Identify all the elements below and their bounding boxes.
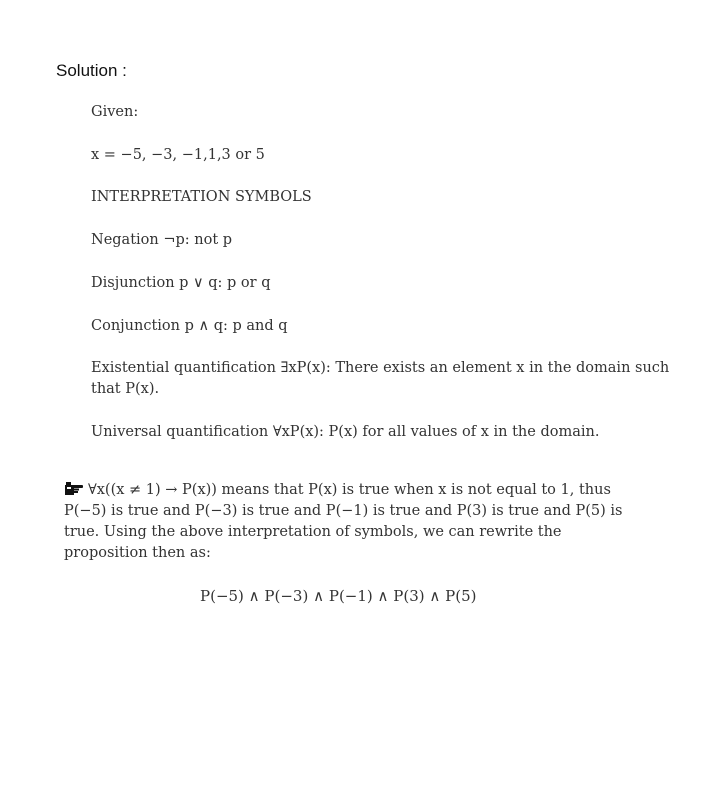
conclusion-text: ∀x((x ≠ 1) → P(x)) means that P(x) is true when x is not equal to 1, thus P(−5) is true and P(−3) is true and P(−1) is true and P(3) is true and P(5) is true. Using the above interpretation of symbols, we can rewrite the proposition then as: [64,482,623,561]
symbol-universal: Universal quantification ∀xP(x): P(x) for all values of x in the domain. [91,424,600,440]
pointing-hand-icon [64,481,84,497]
symbols-title: INTERPRETATION SYMBOLS [91,189,312,205]
given-label: Given: [91,104,139,120]
symbol-conjunction: Conjunction p ∧ q: p and q [91,318,288,334]
symbol-disjunction: Disjunction p ∨ q: p or q [91,275,271,291]
symbol-existential: Existential quantification ∃xP(x): There exists an element x in the domain such that P(x). [91,360,670,397]
domain-values: x = −5, −3, −1,1,3 or 5 [91,147,265,163]
solution-heading: Solution : [56,61,127,80]
symbol-negation: Negation ¬p: not p [91,232,233,248]
final-expression: P(−5) ∧ P(−3) ∧ P(−1) ∧ P(3) ∧ P(5) [200,587,477,605]
conclusion-paragraph [64,480,644,564]
